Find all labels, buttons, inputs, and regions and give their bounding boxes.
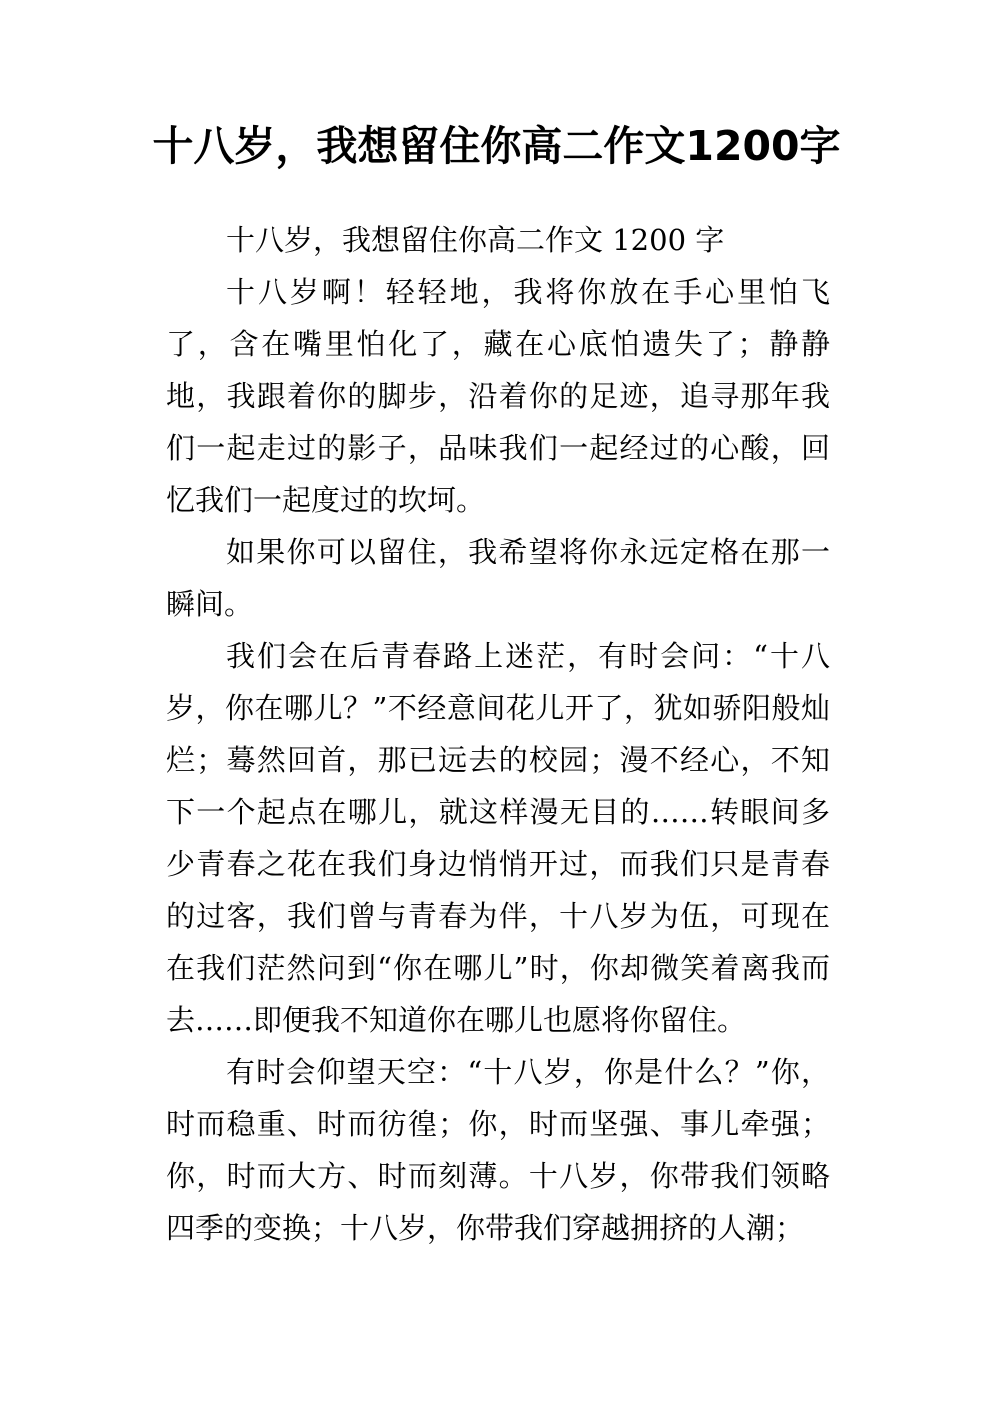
paragraph-subtitle: 十八岁，我想留住你高二作文 1200 字 — [226, 223, 725, 257]
paragraph-3: 我们会在后青春路上迷茫，有时会问：“十八岁，你在哪儿？”不经意间花儿开了，犹如骄阳般灿烂；蓦然回首，那已远去的校园；漫不经心，不知下一个起点在哪儿，就这样漫无目的……转眼间多少青春之花在我们身边悄悄开过，而我们只是青春的过客，我们曾与青春为伴，十八岁为伍，可现在在我们茫然问到“你在哪儿”时，你却微笑着离我而去……即便我不知道你在哪儿也愿将你留住。 — [166, 639, 830, 1037]
paragraph-1: 十八岁啊！轻轻地，我将你放在手心里怕飞了，含在嘴里怕化了，藏在心底怕遗失了；静静地，我跟着你的脚步，沿着你的足迹，追寻那年我们一起走过的影子，品味我们一起经过的心酸，回忆我们一起度过的坎坷。 — [166, 275, 830, 517]
paragraph-2: 如果你可以留住，我希望将你永远定格在那一瞬间。 — [166, 535, 830, 621]
paragraph-4: 有时会仰望天空：“十八岁，你是什么？”你，时而稳重、时而彷徨；你，时而坚强、事儿牵强；你，时而大方、时而刻薄。十八岁，你带我们领略四季的变换；十八岁，你带我们穿越拥挤的人潮； — [166, 1055, 830, 1245]
document-title: 十八岁，我想留住你高二作文1200字 — [152, 122, 841, 170]
document-body — [166, 214, 830, 1254]
